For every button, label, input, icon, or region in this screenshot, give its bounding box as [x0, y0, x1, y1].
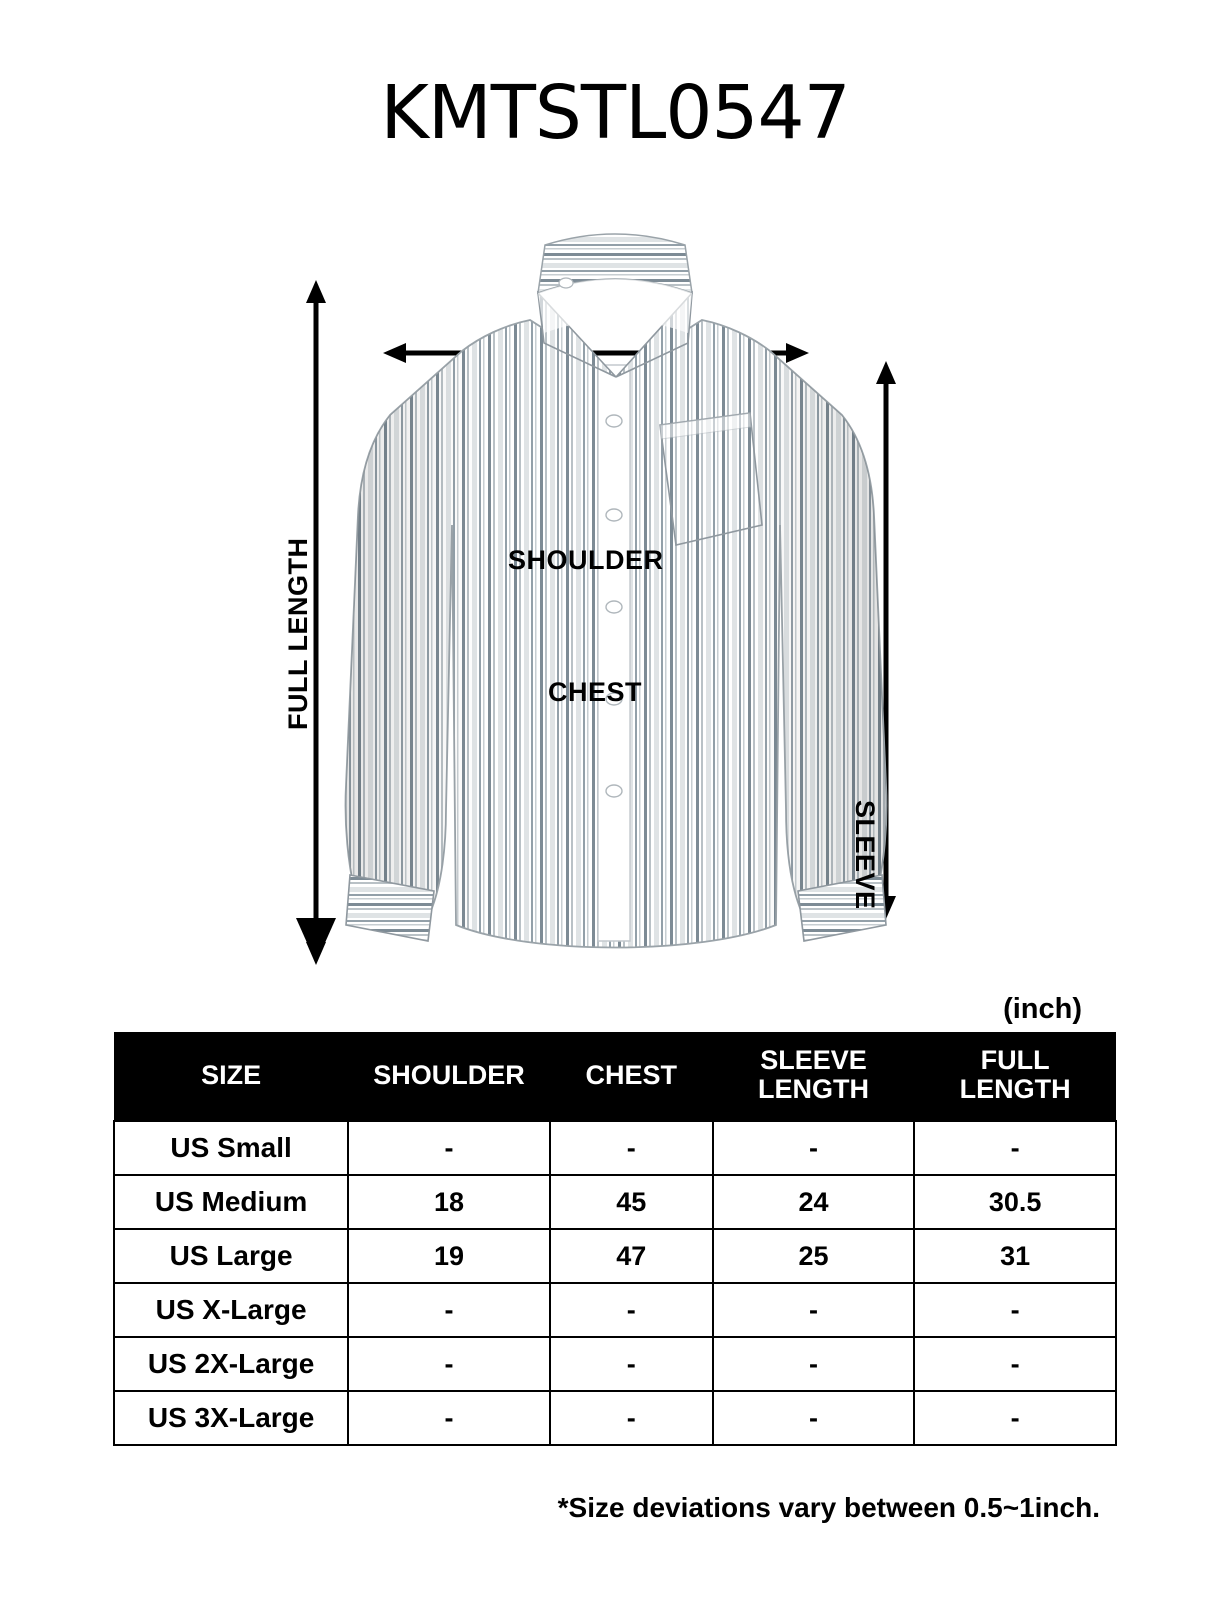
column-header-size: SIZE: [114, 1032, 348, 1121]
column-header-sleeve-length: [713, 1032, 915, 1121]
cell-sleeve: -: [713, 1121, 915, 1175]
column-header-sleeve-line2: LENGTH: [758, 1074, 870, 1105]
size-deviation-footnote: *Size deviations vary between 0.5~1inch.: [557, 1492, 1100, 1523]
column-header-sleeve-line1: SLEEVE: [760, 1045, 867, 1075]
label-shoulder: SHOULDER: [508, 545, 664, 575]
cell-size: US 2X-Large: [114, 1337, 348, 1391]
unit-note: (inch): [1003, 993, 1082, 1025]
cell-shoulder: 19: [348, 1229, 550, 1283]
label-sleeve: SLEEVE: [850, 800, 880, 910]
column-header-chest: CHEST: [550, 1032, 713, 1121]
table-row: [114, 1391, 1116, 1445]
cell-chest: -: [550, 1391, 713, 1445]
cell-shoulder: -: [348, 1283, 550, 1337]
cell-size: US X-Large: [114, 1283, 348, 1337]
cell-sleeve: -: [713, 1391, 915, 1445]
table-row: [114, 1175, 1116, 1229]
cell-shoulder: -: [348, 1121, 550, 1175]
cell-full: -: [914, 1337, 1116, 1391]
cell-chest: 47: [550, 1229, 713, 1283]
table-row: [114, 1229, 1116, 1283]
column-header-full-line1: FULL: [980, 1045, 1050, 1075]
shirt-svg: [330, 225, 900, 975]
page-title: KMTSTL0547: [380, 70, 850, 156]
column-header-full-line2: LENGTH: [959, 1074, 1071, 1105]
shirt-illustration: [330, 225, 900, 975]
cell-sleeve: 24: [713, 1175, 915, 1229]
cell-full: 30.5: [914, 1175, 1116, 1229]
cell-shoulder: 18: [348, 1175, 550, 1229]
cell-shoulder: -: [348, 1337, 550, 1391]
table-row: [114, 1283, 1116, 1337]
cell-chest: -: [550, 1121, 713, 1175]
cell-sleeve: -: [713, 1337, 915, 1391]
cell-chest: -: [550, 1337, 713, 1391]
cell-full: 31: [914, 1229, 1116, 1283]
cell-chest: 45: [550, 1175, 713, 1229]
cell-size: US Large: [114, 1229, 348, 1283]
table-header-row: [114, 1032, 1116, 1121]
label-full-length: FULL LENGTH: [283, 537, 313, 730]
cell-full: -: [914, 1283, 1116, 1337]
cell-size: US 3X-Large: [114, 1391, 348, 1445]
cell-chest: -: [550, 1283, 713, 1337]
cell-shoulder: -: [348, 1391, 550, 1445]
cell-sleeve: 25: [713, 1229, 915, 1283]
cell-sleeve: -: [713, 1283, 915, 1337]
cell-full: -: [914, 1121, 1116, 1175]
column-header-shoulder: SHOULDER: [348, 1032, 550, 1121]
size-chart-table: [113, 1032, 1117, 1446]
shirt-measurement-diagram: [0, 225, 1230, 985]
label-chest: CHEST: [548, 677, 643, 707]
column-header-full-length: [914, 1032, 1116, 1121]
table-row: [114, 1337, 1116, 1391]
table-row: [114, 1121, 1116, 1175]
cell-size: US Medium: [114, 1175, 348, 1229]
cell-size: US Small: [114, 1121, 348, 1175]
cell-full: -: [914, 1391, 1116, 1445]
